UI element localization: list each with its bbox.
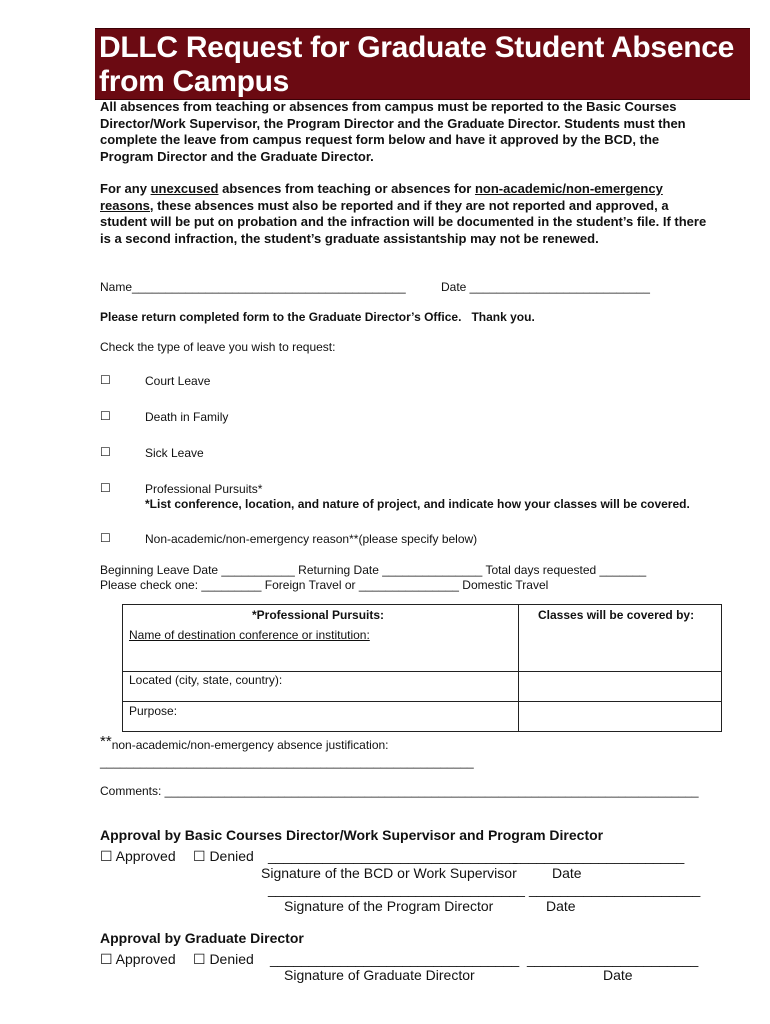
sick-leave-checkbox[interactable]: ☐ <box>100 445 111 459</box>
bcd-signature-label: Signature of the BCD or Work Supervisor <box>261 865 517 881</box>
gd-denied-checkbox[interactable]: ☐ Denied <box>193 951 254 967</box>
text: these absences must also be reported and if they are not reported and approved, a <box>153 197 669 213</box>
table-row-divider <box>122 671 722 672</box>
gd-approved-checkbox[interactable]: ☐ Approved <box>100 951 176 967</box>
destination-field[interactable]: Name of destination conference or institution: <box>129 628 370 642</box>
reasons-underlined: reasons, <box>100 197 154 213</box>
gd-signature-label: Signature of Graduate Director <box>284 967 475 983</box>
intro-line: Director/Work Supervisor, the Program Director and the Graduate Director. Students must then <box>100 115 686 131</box>
non-academic-label: Non-academic/non-emergency reason**(please specify below) <box>145 532 478 546</box>
name-field[interactable]: Name_________________________________________ <box>100 280 406 294</box>
program-director-signature-line[interactable]: _________________________________ <box>268 881 525 897</box>
sick-leave-label: Sick Leave <box>145 446 204 460</box>
travel-type-line[interactable]: Please check one: _________ Foreign Travel or _______________ Domestic Travel <box>100 578 549 592</box>
professional-pursuits-label: Professional Pursuits* <box>145 482 263 496</box>
program-director-date-line[interactable]: ______________________ <box>529 881 701 897</box>
intro-line: complete the leave from campus request form below and have it approved by the BCD, the <box>100 132 660 148</box>
approval-graduate-director-heading: Approval by Graduate Director <box>100 930 304 946</box>
table-divider <box>518 604 519 732</box>
intro-paragraph-1 <box>100 99 750 165</box>
bcd-denied-checkbox[interactable]: ☐ Denied <box>193 848 254 864</box>
professional-pursuits-table <box>122 604 722 732</box>
warning-line-1 <box>100 181 750 198</box>
warning-line-3: student will be put on probation and the infraction will be documented in the student’s file. If there <box>100 214 707 230</box>
table-header-classes-covered: Classes will be covered by: <box>538 608 695 622</box>
non-academic-checkbox[interactable]: ☐ <box>100 531 111 545</box>
approval-bcd-heading: Approval by Basic Courses Director/Work Supervisor and Program Director <box>100 827 604 843</box>
table-header-professional-pursuits: *Professional Pursuits: <box>252 608 385 622</box>
text: non-academic/non-emergency absence justification: <box>111 738 389 752</box>
professional-pursuits-checkbox[interactable]: ☐ <box>100 481 111 495</box>
unexcused-underlined: unexcused <box>150 181 219 196</box>
check-type-instruction: Check the type of leave you wish to request: <box>100 340 336 354</box>
bcd-date-label: Date <box>552 865 582 881</box>
gd-signature-line[interactable]: ________________________________ <box>270 951 520 967</box>
leave-dates-line[interactable]: Beginning Leave Date ___________ Returning Date _______________ Total days requested _______ <box>100 563 647 577</box>
intro-paragraph-2 <box>100 181 750 247</box>
justification-label <box>100 733 389 753</box>
return-note <box>100 310 535 324</box>
text: For any <box>100 181 151 196</box>
court-leave-checkbox[interactable]: ☐ <box>100 373 111 387</box>
text: Thank you. <box>471 310 535 324</box>
title-line-2: from Campus <box>99 65 290 98</box>
title-banner <box>95 28 750 100</box>
double-asterisk: ** <box>100 733 112 750</box>
non-academic-underlined: non-academic/non-emergency <box>474 181 663 196</box>
page-title <box>99 31 749 99</box>
gd-date-line[interactable]: ______________________ <box>527 951 699 967</box>
intro-line: Program Director and the Graduate Director. <box>100 148 374 164</box>
table-row-divider <box>122 701 722 702</box>
bcd-date-line[interactable]: ______________________ <box>513 848 685 864</box>
date-field[interactable]: Date ___________________________ <box>441 280 650 294</box>
warning-line-2 <box>100 198 750 215</box>
death-in-family-label: Death in Family <box>145 410 229 424</box>
purpose-field[interactable]: Purpose: <box>129 704 178 718</box>
bcd-approved-checkbox[interactable]: ☐ Approved <box>100 848 176 864</box>
professional-pursuits-note: *List conference, location, and nature of project, and indicate how your classes will be covered. <box>145 497 690 511</box>
warning-line-4: is a second infraction, the student’s graduate assistantship may not be renewed. <box>100 230 599 246</box>
comments-field[interactable]: Comments: ________________________________________________________________________________ <box>100 784 699 798</box>
program-director-signature-label: Signature of the Program Director <box>284 898 494 914</box>
bcd-signature-line[interactable]: ________________________________ <box>268 848 518 864</box>
location-field[interactable]: Located (city, state, country): <box>129 673 283 687</box>
court-leave-label: Court Leave <box>145 374 211 388</box>
justification-line[interactable]: ________________________________________________________ <box>100 755 474 769</box>
text: absences from teaching or absences for <box>218 181 475 196</box>
intro-line: All absences from teaching or absences from campus must be reported to the Basic Courses <box>100 99 677 114</box>
program-director-date-label: Date <box>546 898 576 914</box>
gd-date-label: Date <box>603 967 633 983</box>
title-line-1: DLLC Request for Graduate Student Absence <box>99 31 735 64</box>
text: Please return completed form to the Graduate Director’s Office. <box>100 310 462 324</box>
death-in-family-checkbox[interactable]: ☐ <box>100 409 111 423</box>
